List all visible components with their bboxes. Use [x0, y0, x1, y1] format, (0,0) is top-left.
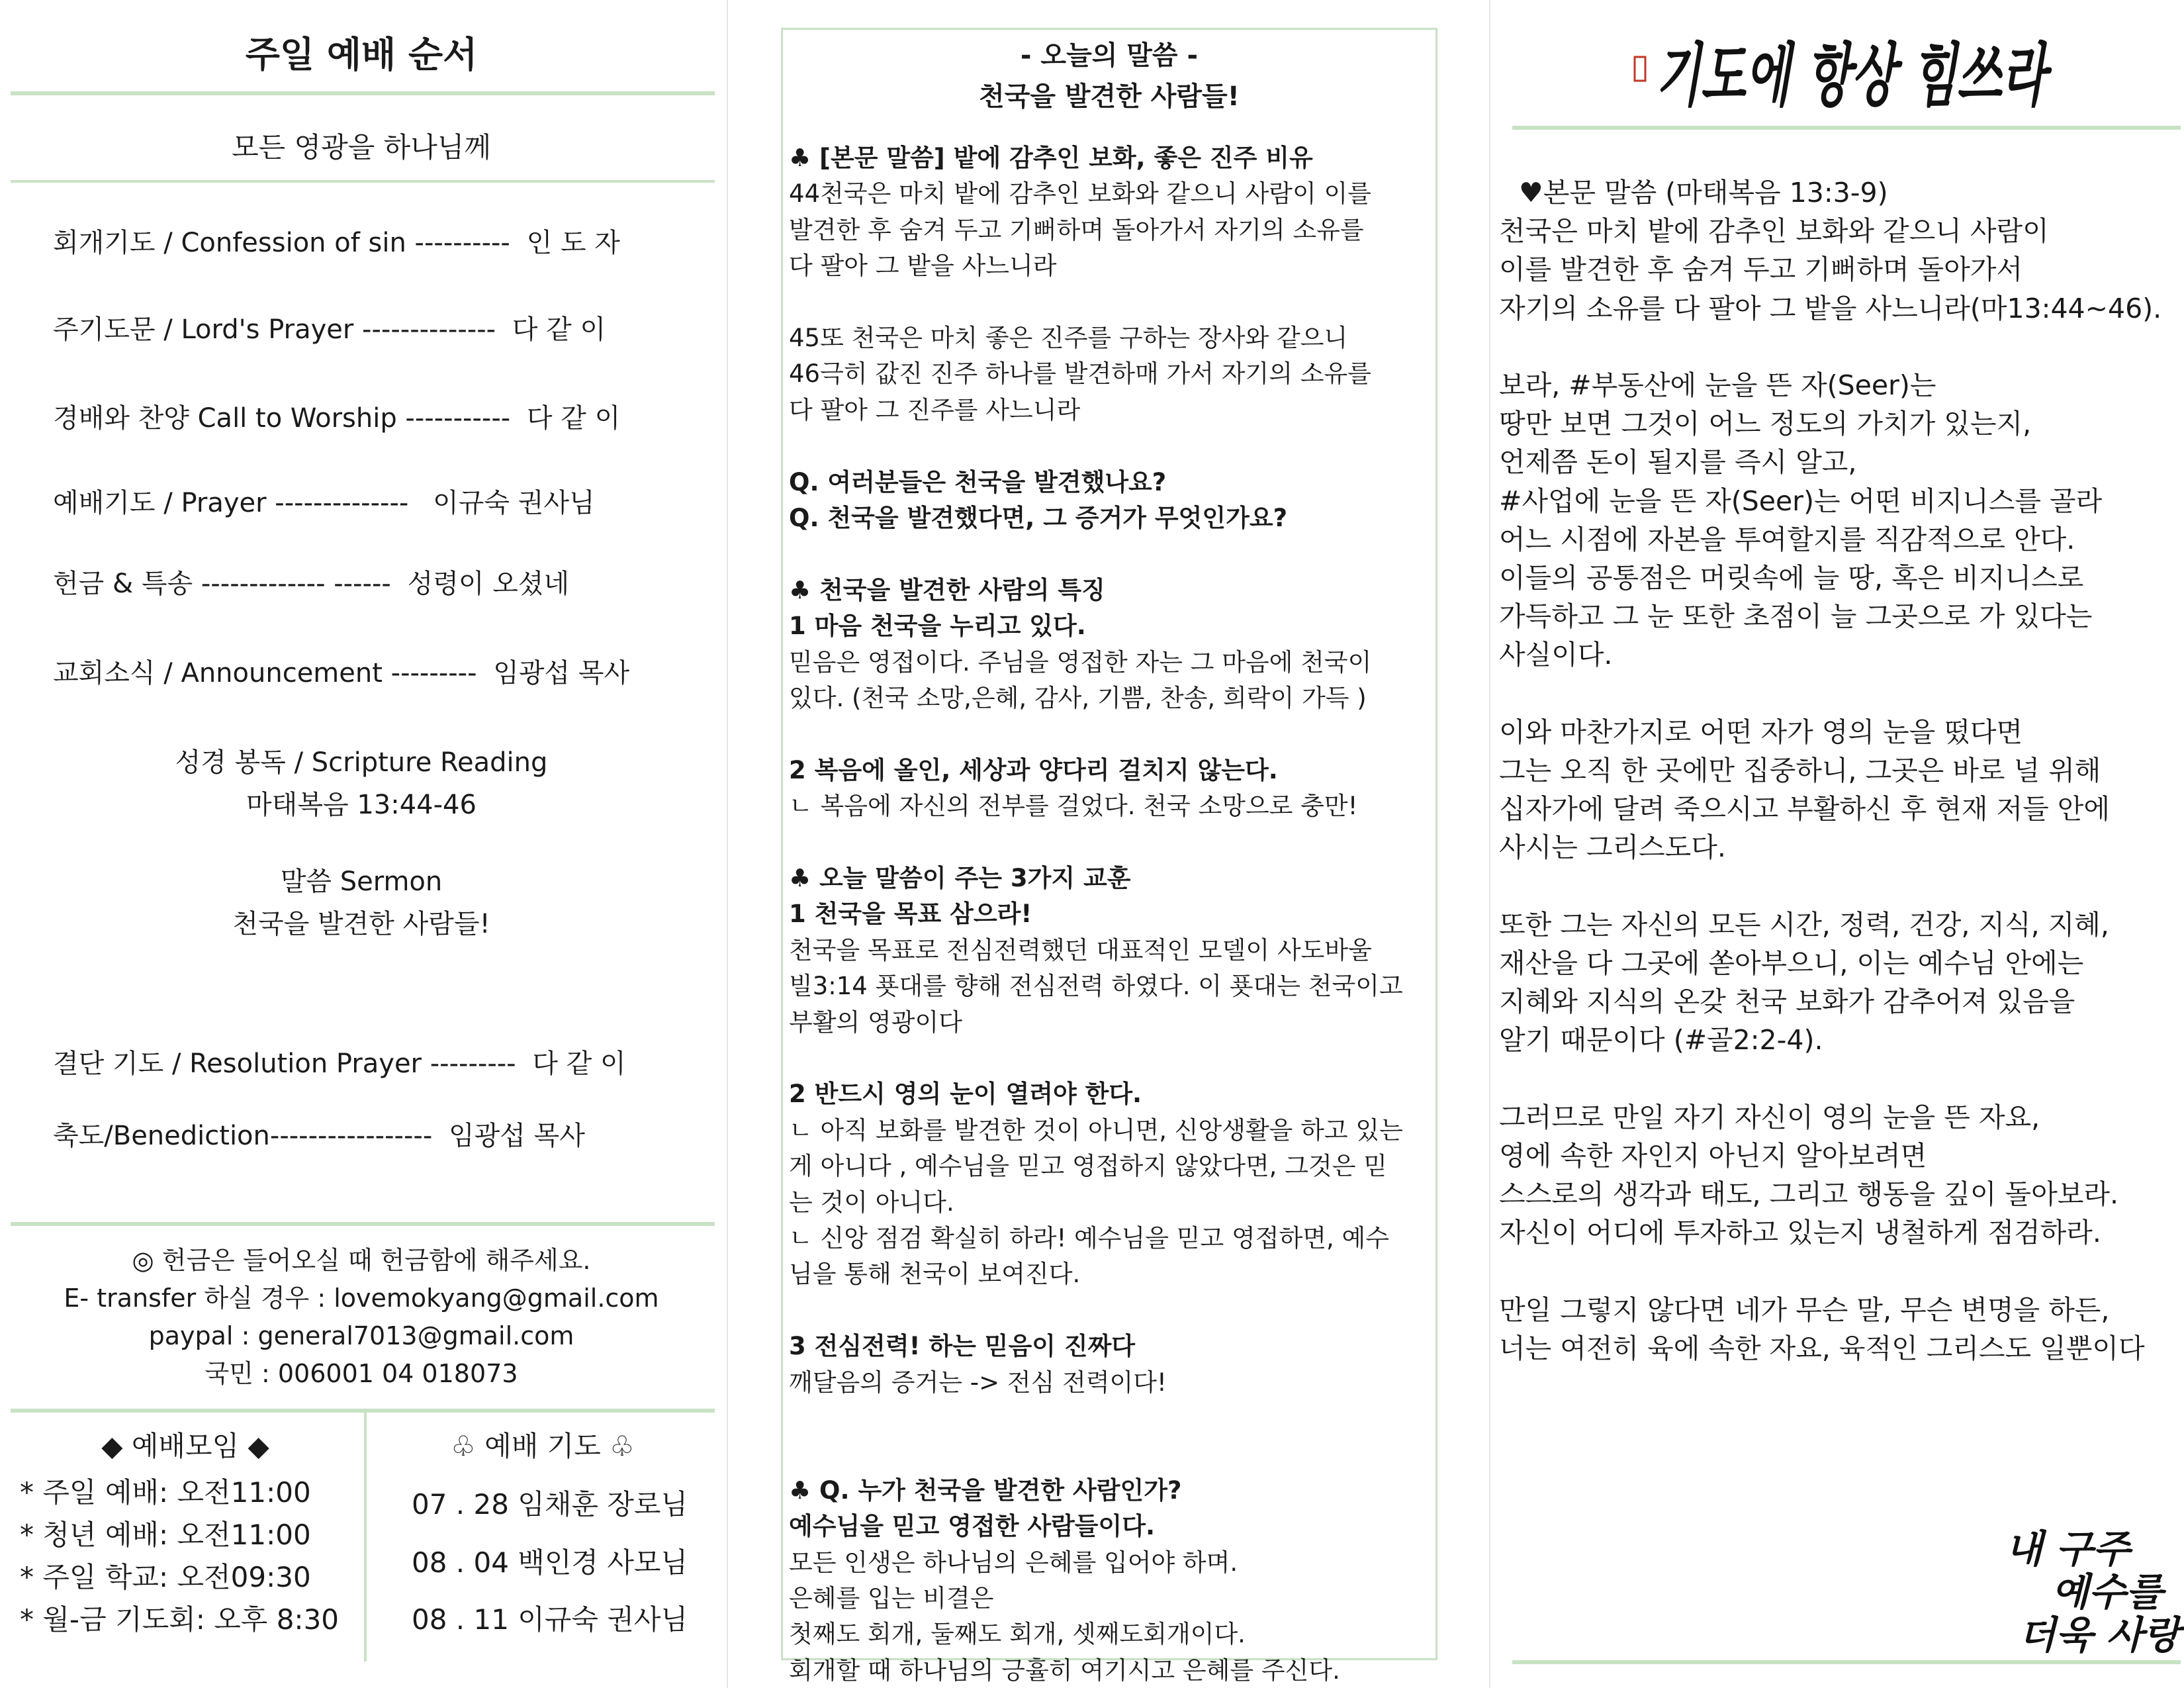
- order-leader: 임광섭 목사: [493, 658, 630, 688]
- bank-account-info: 국민 : 006001 04 018073: [205, 1359, 518, 1388]
- sermon-line: 3 전심전력! 하는 믿음이 진짜다: [789, 1332, 1136, 1361]
- order-row: [53, 482, 675, 520]
- order-leader: 이규숙 권사님: [433, 488, 595, 518]
- sermon-title: 천국을 발견한 사람들!: [979, 81, 1240, 112]
- order-label: 교회소식 / Announcement ---------: [53, 658, 477, 688]
- prayer-duty-title: ♧ 예배 기도 ♧: [451, 1430, 635, 1462]
- sermon-line: 45또 천국은 마치 좋은 진주를 구하는 장사와 같으니: [789, 324, 1348, 352]
- meditation-line: 그는 오직 한 곳에만 집중하니, 그곳은 바로 널 위해: [1499, 755, 2101, 786]
- column-divider: [727, 0, 728, 1688]
- order-label: 헌금 & 특송 ------------- ------: [53, 569, 391, 599]
- meditation-line: 어느 시점에 자본을 투여할지를 직감적으로 안다.: [1499, 523, 2075, 555]
- calligraphy-footer-art: [1999, 1516, 2184, 1662]
- offering-note: ◎ 헌금은 들어오실 때 헌금함에 해주세요.: [132, 1246, 591, 1275]
- scripture-reading: [11, 741, 712, 826]
- calligraphy-header-art: [1629, 12, 2053, 118]
- sermon-block: [11, 861, 712, 945]
- meditation-bottom-divider: [1512, 1660, 2181, 1664]
- order-label: 예배기도 / Prayer --------------: [53, 488, 409, 518]
- order-label: 축도/Benediction-----------------: [53, 1121, 433, 1151]
- order-row: [53, 397, 675, 435]
- meditation-line: 알기 때문이다 (#골2:2-4).: [1499, 1024, 1823, 1056]
- order-leader: 다 같 이: [526, 403, 621, 434]
- meditation-line: 자기의 소유를 다 팔아 그 밭을 사느니라(마13:44~46).: [1499, 292, 2162, 324]
- meeting-item: * 청년 예배: 오전11:00: [20, 1519, 311, 1551]
- meditation-line: 영에 속한 자인지 아닌지 알아보려면: [1499, 1140, 1927, 1172]
- sermon-line: 2 복음에 올인, 세상과 양다리 걸치지 않는다.: [789, 755, 1278, 784]
- scripture-title: 성경 봉독 / Scripture Reading: [175, 747, 548, 778]
- sermon-line: 1 천국을 목표 삼으라!: [789, 900, 1032, 929]
- offering-divider: [11, 1222, 715, 1226]
- sermon-label: 말씀 Sermon: [280, 867, 443, 897]
- meditation-line: 스스로의 생각과 태도, 그리고 행동을 깊이 돌아보라.: [1499, 1178, 2118, 1211]
- order-leader: 인 도 자: [526, 228, 620, 258]
- sermon-line: Q. 천국을 발견했다면, 그 증거가 무엇인가요?: [789, 504, 1288, 532]
- order-leader: 성령이 오셨네: [407, 569, 570, 599]
- order-row: [53, 563, 675, 600]
- meeting-item: * 주일 예배: 오전11:00: [20, 1476, 311, 1509]
- sermon-line: 모든 인생은 하나님의 은혜를 입어야 하며.: [789, 1548, 1238, 1577]
- meditation-line: 이와 마찬가지로 어떤 자가 영의 눈을 떴다면: [1499, 716, 2023, 748]
- meditation-line: 땅만 보면 그것이 어느 정도의 가치가 있는지,: [1499, 408, 2032, 440]
- sermon-line: 은혜를 입는 비결은: [789, 1584, 994, 1613]
- meditation-line: 지혜와 지식의 온갖 천국 보화가 감추어져 있음을: [1499, 986, 2075, 1018]
- meditation-line: 천국은 마치 밭에 감추인 보화와 같으니 사람이: [1499, 215, 2049, 248]
- meditation-line: 보라, #부동산에 눈을 뜬 자(Seer)는: [1499, 369, 1936, 401]
- sermon-line: ♣ 천국을 발견한 사람의 특징: [789, 575, 1105, 604]
- order-label: 주기도문 / Lord's Prayer --------------: [53, 314, 496, 345]
- meditation-line: 만일 그렇지 않다면 네가 무슨 말, 무슨 변명을 하든,: [1499, 1293, 2110, 1326]
- meditation-line: 그러므로 만일 자기 자신이 영의 눈을 뜬 자요,: [1499, 1101, 2040, 1133]
- sermon-line: ♣ [본문 말씀] 밭에 감추인 보화, 좋은 진주 비유: [789, 144, 1313, 172]
- order-leader: 다 같 이: [512, 314, 606, 345]
- meditation-line: #사업에 눈을 뜬 자(Seer)는 어떤 비지니스를 골라: [1499, 485, 2103, 517]
- page-title: 주일 예배 순서: [245, 34, 478, 75]
- sermon-title: 천국을 발견한 사람들!: [232, 909, 490, 939]
- order-label: 회개기도 / Confession of sin ----------: [53, 228, 510, 258]
- sermon-line: 44천국은 마치 밭에 감추인 보화와 같으니 사람이 이를: [789, 179, 1371, 209]
- sermon-line: 2 반드시 영의 눈이 열려야 한다.: [789, 1080, 1142, 1109]
- meditation-line: 이들의 공통점은 머릿속에 늘 땅, 혹은 비지니스로: [1499, 562, 2084, 594]
- calligraphy-footer-text: 더욱 사랑: [2019, 1613, 2181, 1658]
- meetings-divider: [11, 1409, 715, 1413]
- sermon-line: 있다. (천국 소망,은혜, 감사, 기쁨, 찬송, 희락이 가득 ): [789, 684, 1367, 712]
- title-divider: [11, 91, 715, 95]
- column-divider: [1489, 0, 1490, 1688]
- sermon-line: ♣ Q. 누가 천국을 발견한 사람인가?: [789, 1476, 1182, 1505]
- sermon-line: ㄴ 아직 보화를 발견한 것이 아니면, 신앙생활을 하고 있는: [789, 1115, 1403, 1145]
- prayer-duty-item: 08 . 04 백인경 사모님: [412, 1546, 688, 1579]
- order-label: 경배와 찬양 Call to Worship -----------: [53, 403, 511, 434]
- order-row: [53, 1043, 675, 1080]
- meditation-line: 또한 그는 자신의 모든 시간, 정력, 건강, 지식, 지혜,: [1499, 908, 2109, 941]
- sermon-line: 다 팔아 그 밭을 사느니라: [789, 252, 1057, 281]
- sermon-header: - 오늘의 말씀 -: [1020, 40, 1199, 71]
- meeting-item: * 월-금 기도회: 오후 8:30: [20, 1603, 340, 1636]
- meditation-line: 너는 여전히 육에 속한 자요, 육적인 그리스도 일뿐이다: [1499, 1333, 2145, 1364]
- meeting-item: * 주일 학교: 오전09:30: [20, 1561, 311, 1593]
- etransfer-info: E- transfer 하실 경우 : lovemokyang@gmail.com: [64, 1284, 659, 1313]
- meditation-line: 자신이 어디에 투자하고 있는지 냉철하게 점검하라.: [1499, 1217, 2101, 1249]
- sermon-line: Q. 여러분들은 천국을 발견했나요?: [789, 467, 1167, 496]
- sermon-line: ㄴ 복음에 자신의 전부를 걸었다. 천국 소망으로 충만!: [789, 792, 1358, 821]
- sermon-line: 예수님을 믿고 영접한 사람들이다.: [789, 1512, 1156, 1541]
- meditation-line: 사실이다.: [1499, 639, 1613, 671]
- sermon-line: 깨달음의 증거는 -> 전심 전력이다!: [789, 1368, 1167, 1397]
- order-row: [53, 308, 675, 346]
- calligraphy-header: [1629, 12, 2053, 118]
- subtitle-divider: [11, 180, 715, 183]
- meditation-line: 사시는 그리스도다.: [1499, 831, 1726, 864]
- calligraphy-footer-text: 예수를: [2052, 1570, 2163, 1615]
- sermon-line: 46극히 값진 진주 하나를 발견하매 가서 자기의 소유를: [789, 359, 1371, 389]
- subtitle: 모든 영광을 하나님께: [232, 131, 491, 164]
- order-row: [53, 1115, 675, 1152]
- meditation-line: 십자가에 달려 죽으시고 부활하신 후 현재 저들 안에: [1499, 793, 2110, 825]
- meditation-line: 이를 발견한 후 숨겨 두고 기뻐하며 돌아가서: [1499, 254, 2023, 286]
- sermon-line: 회개할 때 하나님의 긍휼히 여기시고 은혜를 주신다.: [789, 1656, 1340, 1685]
- sermon-line: 게 아니다 , 예수님을 믿고 영접하지 않았다면, 그것은 믿: [789, 1152, 1387, 1181]
- paypal-info: paypal : general7013@gmail.com: [148, 1321, 574, 1350]
- meditation-top-divider: [1512, 126, 2181, 130]
- sermon-line: 1 마음 천국을 누리고 있다.: [789, 612, 1086, 641]
- sermon-line: 다 팔아 그 진주를 사느니라: [789, 395, 1081, 424]
- order-row: [53, 652, 675, 690]
- sermon-line: 님을 통해 천국이 보여진다.: [789, 1260, 1081, 1289]
- order-row: [53, 222, 675, 259]
- offering-info: [11, 1242, 712, 1393]
- meetings-title: ◆ 예배모임 ◆: [101, 1430, 269, 1462]
- sermon-line: 는 것이 아니다.: [789, 1188, 954, 1217]
- sermon-line: 믿음은 영접이다. 주님을 영접한 자는 그 마음에 천국이: [789, 647, 1372, 677]
- sermon-line: 천국을 목표로 전심전력했던 대표적인 모델이 사도바울: [789, 935, 1372, 964]
- calligraphy-footer-text: 내 구주: [2005, 1526, 2130, 1571]
- meetings-vertical-divider: [364, 1413, 367, 1662]
- prayer-duty-item: 08 . 11 이규숙 권사님: [412, 1603, 688, 1636]
- calligraphy-header-text: 기도에 항상 힘쓰라: [1656, 34, 2053, 116]
- scripture-reference: 마태복음 13:44-46: [246, 790, 477, 820]
- sermon-line: 부활의 영광이다: [789, 1008, 962, 1037]
- prayer-duty-item: 07 . 28 임채훈 장로님: [412, 1488, 688, 1521]
- sermon-line: 빌3:14 푯대를 향해 전심전력 하였다. 이 푯대는 천국이고: [789, 972, 1403, 1001]
- sermon-line: ㄴ 신앙 점검 확실히 하라! 예수님을 믿고 영접하면, 예수: [789, 1224, 1390, 1252]
- sermon-line: 첫째도 회개, 둘째도 회개, 셋째도회개이다.: [789, 1620, 1246, 1649]
- meditation-line: ♥본문 말씀 (마태복음 13:3-9): [1519, 177, 1888, 209]
- sermon-line: 발견한 후 숨겨 두고 기뻐하며 돌아가서 자기의 소유를: [789, 215, 1364, 244]
- order-label: 결단 기도 / Resolution Prayer ---------: [53, 1049, 516, 1079]
- meditation-line: 언제쯤 돈이 될지를 즉시 알고,: [1499, 446, 1857, 479]
- order-leader: 다 같 이: [532, 1049, 626, 1079]
- meditation-line: 가득하고 그 눈 또한 초점이 늘 그곳으로 가 있다는: [1499, 600, 2093, 633]
- order-leader: 임광섭 목사: [448, 1121, 585, 1151]
- calligraphy-footer: [1999, 1516, 2184, 1662]
- meditation-line: 재산을 다 그곳에 쏟아부으니, 이는 예수님 안에는: [1499, 947, 2084, 979]
- seal-stamp: [1635, 57, 1645, 81]
- sermon-line: ♣ 오늘 말씀이 주는 3가지 교훈: [789, 864, 1131, 892]
